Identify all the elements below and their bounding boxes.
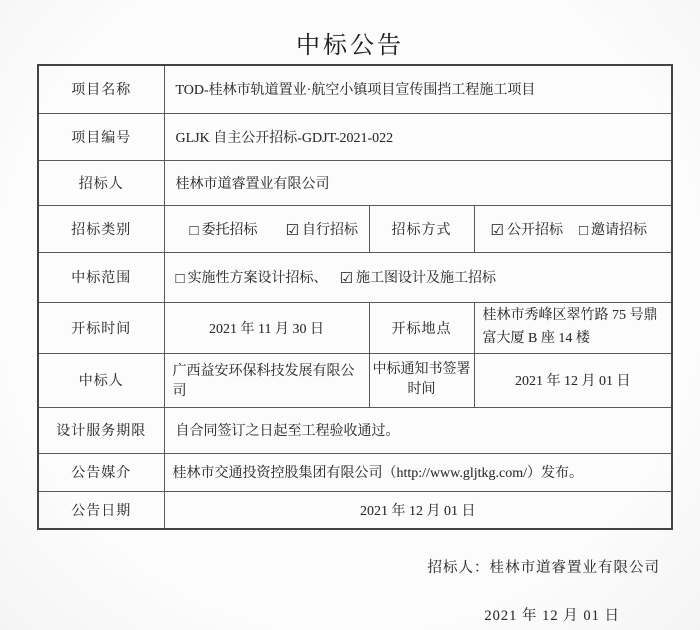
award-scope-label: 中标范围	[38, 252, 164, 302]
option-scheme-design-tender	[176, 271, 328, 286]
announcement-date-label: 公告日期	[38, 491, 164, 529]
project-name-label: 项目名称	[38, 65, 164, 113]
checkbox-unchecked-icon: □	[175, 271, 185, 287]
announcement-media-value: 桂林市交通投资控股集团有限公司（http://www.gljtkg.com/）发布。	[164, 453, 672, 491]
option-label: 自行招标	[302, 222, 359, 238]
bid-opening-place-label: 开标地点	[369, 302, 474, 353]
project-number-label: 项目编号	[38, 113, 164, 160]
tenderer-value: 桂林市道睿置业有限公司	[164, 160, 672, 205]
bid-opening-place-value: 桂林市秀峰区翠竹路 75 号鼎富大厦 B 座 14 楼	[474, 302, 672, 353]
option-construction-design-tender	[340, 271, 496, 286]
tender-category-label: 招标类别	[38, 205, 164, 252]
design-service-period-label: 设计服务期限	[38, 407, 164, 453]
project-number-value: GLJK 自主公开招标-GDJT-2021-022	[164, 113, 672, 160]
option-label: 公开招标	[506, 222, 563, 238]
bid-opening-time-label: 开标时间	[38, 302, 164, 353]
checkbox-unchecked-icon: □	[189, 222, 199, 239]
announcement-media-label: 公告媒介	[38, 453, 164, 491]
checkbox-checked-icon: ☑	[339, 271, 354, 287]
table-row-winner	[38, 353, 672, 407]
announcement-date-value: 2021 年 12 月 01 日	[164, 491, 672, 529]
table-row-announcement-date	[38, 491, 672, 529]
option-open-tender	[491, 223, 563, 238]
option-label: 施工图设计及施工招标	[356, 271, 497, 286]
table-row-bid-opening	[38, 302, 672, 353]
notice-sign-time-value: 2021 年 12 月 01 日	[474, 353, 672, 407]
table-row-tenderer	[38, 160, 672, 205]
checkbox-checked-icon: ☑	[490, 222, 504, 239]
notice-sign-time-label: 中标通知书签署时间	[369, 353, 474, 407]
award-scope-options	[164, 252, 672, 302]
tender-method-options	[474, 205, 672, 252]
option-entrusted-tender	[190, 223, 258, 238]
option-label: 委托招标	[201, 222, 258, 238]
checkbox-unchecked-icon: □	[578, 222, 589, 239]
tender-category-options	[164, 205, 369, 252]
option-invited-tender	[579, 223, 647, 238]
table-row-project-name	[38, 65, 672, 113]
winner-value: 广西益安环保科技发展有限公司	[164, 353, 369, 407]
signature-date: 2021 年 12 月 01 日	[484, 608, 620, 624]
signature-bidder: 招标人：桂林市道睿置业有限公司	[427, 560, 660, 576]
bid-opening-time-value: 2021 年 11 月 30 日	[164, 302, 369, 353]
option-label: 实施性方案设计招标、	[187, 271, 328, 286]
tenderer-label: 招标人	[38, 160, 164, 205]
table-row-design-service-period	[38, 407, 672, 453]
tender-method-label: 招标方式	[369, 205, 474, 252]
winner-label: 中标人	[38, 353, 164, 407]
table-row-announcement-media	[38, 453, 672, 491]
option-label: 邀请招标	[591, 222, 648, 238]
announcement-table	[37, 64, 673, 530]
project-name-value: TOD-桂林市轨道置业·航空小镇项目宣传围挡工程施工项目	[164, 65, 672, 113]
checkbox-checked-icon: ☑	[285, 222, 300, 239]
table-row-award-scope	[38, 252, 672, 302]
table-row-project-number	[38, 113, 672, 160]
table-row-tender-category	[38, 205, 672, 252]
option-self-tender	[286, 223, 358, 238]
page-title: 中标公告	[296, 33, 404, 59]
design-service-period-value: 自合同签订之日起至工程验收通过。	[164, 407, 672, 453]
